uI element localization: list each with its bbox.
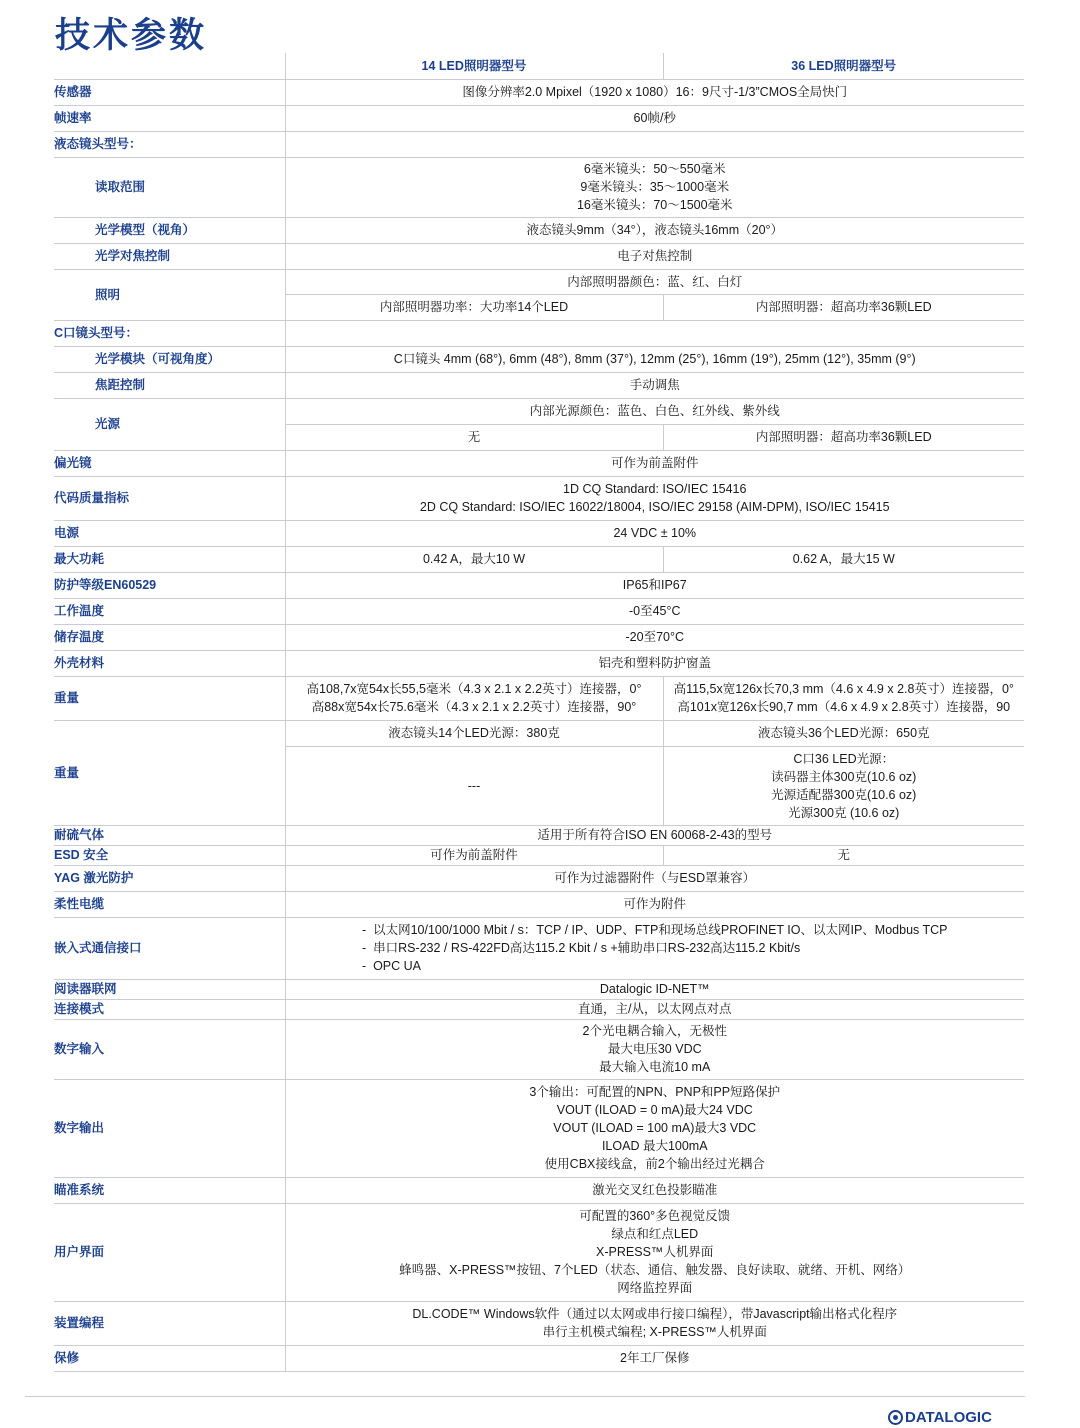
row-weight <box>54 720 1024 746</box>
value-storage-temp: -20至70°C <box>285 624 1024 650</box>
label-digital-input: 数字输入 <box>54 1019 285 1079</box>
esd-36: 无 <box>663 845 1024 865</box>
value-warranty: 2年工厂保修 <box>285 1345 1024 1371</box>
value-reader-network: Datalogic ID-NET™ <box>285 979 1024 999</box>
label-reader-network: 阅读器联网 <box>54 979 285 999</box>
light-source-36: 内部照明器：超高功率36颗LED <box>663 424 1024 450</box>
label-storage-temp: 储存温度 <box>54 624 285 650</box>
read-range-line: 9毫米镜头：35～1000毫米 <box>580 180 730 194</box>
row-user-interface <box>54 1203 1024 1301</box>
lighting-power-14: 内部照明器功率：大功率14个LED <box>285 294 663 320</box>
dimension-line: 高88x宽54x长75.6毫米（4.3 x 2.1 x 2.2英寸）连接器，90° <box>311 700 637 714</box>
esd-14: 可作为前盖附件 <box>285 845 663 865</box>
weight-36-top: 液态镜头36个LED光源：650克 <box>663 720 1024 746</box>
row-interfaces <box>54 917 1024 979</box>
label-focus-control: 焦距控制 <box>54 372 285 398</box>
label-yag: YAG 激光防护 <box>54 865 285 891</box>
label-housing: 外壳材料 <box>54 650 285 676</box>
row-liquid-lens-section <box>54 131 1024 157</box>
row-protection <box>54 572 1024 598</box>
label-read-range: 读取范围 <box>54 157 285 217</box>
section-c-mount-empty <box>285 320 1024 346</box>
footer-divider <box>25 1396 1025 1397</box>
table-header-row <box>54 53 1024 79</box>
label-code-quality: 代码质量指标 <box>54 476 285 520</box>
dimension-line: 高115,5x宽126x长70,3 mm（4.6 x 4.9 x 2.8英寸）连接器，0° <box>673 682 1014 696</box>
row-aiming <box>54 1177 1024 1203</box>
value-digital-output <box>285 1079 1024 1177</box>
weight-line: 光源300克 (10.6 oz) <box>788 805 900 820</box>
weight-36-bottom <box>663 746 1024 825</box>
value-optical-focus: 电子对焦控制 <box>285 243 1024 269</box>
code-quality-line: 1D CQ Standard: ISO/IEC 15416 <box>563 482 747 496</box>
lighting-power-36: 内部照明器：超高功率36颗LED <box>663 294 1024 320</box>
label-lighting: 照明 <box>54 269 285 320</box>
label-aiming: 瞄准系统 <box>54 1177 285 1203</box>
label-optical-model: 光学模型（视角） <box>54 217 285 243</box>
digital-output-line: 3个输出：可配置的NPN、PNP和PP短路保护 <box>529 1085 781 1099</box>
code-quality-line: 2D CQ Standard: ISO/IEC 16022/18004, ISO/IEC 29158 (AIM-DPM), ISO/IEC 15415 <box>419 500 890 514</box>
label-user-interface: 用户界面 <box>54 1203 285 1301</box>
row-digital-output <box>54 1079 1024 1177</box>
digital-output-line: VOUT (ILOAD = 100 mA)最大3 VDC <box>553 1121 757 1135</box>
label-weight: 重量 <box>54 720 285 825</box>
value-polarizer: 可作为前盖附件 <box>285 450 1024 476</box>
max-power-14: 0.42 A，最大10 W <box>285 546 663 572</box>
list-item: - 以太网10/100/1000 Mbit / s：TCP / IP、UDP、FTP和现场总线PROFINET IO、以太网IP、Modbus TCP <box>362 921 948 939</box>
datalogic-logo <box>888 1409 992 1426</box>
light-source-14: 无 <box>285 424 663 450</box>
row-storage-temp <box>54 624 1024 650</box>
user-interface-line: 蜂鸣器、X-PRESS™按钮、7个LED（状态、通信、触发器、良好读取、就绪、开机、网络） <box>399 1263 911 1277</box>
header-empty-cell <box>54 53 285 79</box>
value-optical-model: 液态镜头9mm（34°），液态镜头16mm（20°） <box>285 217 1024 243</box>
value-digital-input <box>285 1019 1024 1079</box>
programming-line: DL.CODE™ Windows软件（通过以太网或串行接口编程），带Javascript输出格式化程序 <box>412 1307 898 1321</box>
logo-mark-icon <box>888 1410 903 1425</box>
label-power: 电源 <box>54 520 285 546</box>
read-range-line: 6毫米镜头：50～550毫米 <box>583 162 726 176</box>
label-optical-module: 光学模块（可视角度） <box>54 346 285 372</box>
value-aiming: 激光交叉红色投影瞄准 <box>285 1177 1024 1203</box>
value-interfaces <box>285 917 1024 979</box>
row-power <box>54 520 1024 546</box>
value-user-interface <box>285 1203 1024 1301</box>
header-14-led: 14 LED照明器型号 <box>285 53 663 79</box>
label-esd: ESD 安全 <box>54 845 285 865</box>
weight-14-bottom: --- <box>285 746 663 825</box>
row-warranty <box>54 1345 1024 1371</box>
value-sulfur: 适用于所有符合ISO EN 60068-2-43的型号 <box>285 825 1024 845</box>
logo-text: DATALOGIC <box>905 1409 992 1426</box>
max-power-36: 0.62 A，最大15 W <box>663 546 1024 572</box>
value-operating-temp: -0至45°C <box>285 598 1024 624</box>
row-c-mount-section <box>54 320 1024 346</box>
label-connection-mode: 连接模式 <box>54 999 285 1019</box>
weight-dimensions-36 <box>663 676 1024 720</box>
digital-input-line: 最大输入电流10 mA <box>599 1060 711 1074</box>
section-c-mount: C口镜头型号： <box>54 320 285 346</box>
row-connection-mode <box>54 999 1024 1019</box>
user-interface-line: 网络监控界面 <box>617 1281 693 1295</box>
label-cable: 柔性电缆 <box>54 891 285 917</box>
dimension-line: 高101x宽126x长90,7 mm（4.6 x 4.9 x 2.8英寸）连接器，90 <box>677 700 1011 714</box>
value-protection: IP65和IP67 <box>285 572 1024 598</box>
row-polarizer <box>54 450 1024 476</box>
value-yag: 可作为过滤器附件（与ESD罩兼容） <box>285 865 1024 891</box>
digital-output-line: VOUT (ILOAD = 0 mA)最大24 VDC <box>556 1103 753 1117</box>
label-operating-temp: 工作温度 <box>54 598 285 624</box>
user-interface-line: 可配置的360°多色视觉反馈 <box>579 1209 731 1223</box>
row-cable <box>54 891 1024 917</box>
digital-output-line: 使用CBX接线盒，前2个输出经过光耦合 <box>544 1157 765 1171</box>
list-item: - OPC UA <box>362 957 948 975</box>
value-frame-rate: 60帧/秒 <box>285 105 1024 131</box>
row-code-quality <box>54 476 1024 520</box>
row-esd <box>54 845 1024 865</box>
weight-line: 光源适配器300克(10.6 oz) <box>771 787 917 802</box>
section-liquid-lens: 液态镜头型号： <box>54 131 285 157</box>
row-read-range <box>54 157 1024 217</box>
row-frame-rate <box>54 105 1024 131</box>
row-optical-module <box>54 346 1024 372</box>
digital-output-line: ILOAD 最大100mA <box>601 1139 708 1153</box>
value-optical-module: C口镜头 4mm (68°), 6mm (48°), 8mm (37°), 12mm (25°), 16mm (19°), 25mm (12°), 35mm (9°) <box>285 346 1024 372</box>
label-weight-dimensions: 重量 <box>54 676 285 720</box>
row-focus-control <box>54 372 1024 398</box>
row-programming <box>54 1301 1024 1345</box>
section-liquid-lens-empty <box>285 131 1024 157</box>
row-sensor <box>54 79 1024 105</box>
row-max-power <box>54 546 1024 572</box>
row-reader-network <box>54 979 1024 999</box>
row-optical-focus <box>54 243 1024 269</box>
programming-line: 串行主机模式编程; X-PRESS™人机界面 <box>542 1325 767 1339</box>
list-item: - 串口RS-232 / RS-422FD高达115.2 Kbit / s +辅助串口RS-232高达115.2 Kbit/s <box>362 939 948 957</box>
label-polarizer: 偏光镜 <box>54 450 285 476</box>
user-interface-line: 绿点和红点LED <box>611 1227 699 1241</box>
value-connection-mode: 直通，主/从，以太网点对点 <box>285 999 1024 1019</box>
weight-dimensions-14 <box>285 676 663 720</box>
digital-input-line: 2个光电耦合输入，无极性 <box>582 1024 727 1038</box>
row-light-source <box>54 398 1024 424</box>
value-power: 24 VDC ± 10% <box>285 520 1024 546</box>
value-cable: 可作为附件 <box>285 891 1024 917</box>
row-housing <box>54 650 1024 676</box>
value-light-source: 内部光源颜色：蓝色、白色、红外线、紫外线 <box>285 398 1024 424</box>
row-yag <box>54 865 1024 891</box>
row-operating-temp <box>54 598 1024 624</box>
page-title: 技术参数 <box>55 16 208 55</box>
value-focus-control: 手动调焦 <box>285 372 1024 398</box>
label-warranty: 保修 <box>54 1345 285 1371</box>
value-lighting: 内部照明器颜色：蓝、红、白灯 <box>285 269 1024 294</box>
row-lighting <box>54 269 1024 294</box>
label-sensor: 传感器 <box>54 79 285 105</box>
value-sensor: 图像分辨率2.0 Mpixel（1920 x 1080）16：9尺寸-1/3”CMOS全局快门 <box>285 79 1024 105</box>
row-optical-model <box>54 217 1024 243</box>
value-read-range <box>285 157 1024 217</box>
spec-table <box>54 53 1024 1372</box>
read-range-line: 16毫米镜头：70～1500毫米 <box>576 198 733 212</box>
interfaces-list <box>362 921 948 975</box>
header-36-led: 36 LED照明器型号 <box>663 53 1024 79</box>
value-programming <box>285 1301 1024 1345</box>
label-frame-rate: 帧速率 <box>54 105 285 131</box>
label-interfaces: 嵌入式通信接口 <box>54 917 285 979</box>
label-programming: 装置编程 <box>54 1301 285 1345</box>
weight-line: C口36 LED光源： <box>793 751 895 766</box>
row-digital-input <box>54 1019 1024 1079</box>
label-protection: 防护等级EN60529 <box>54 572 285 598</box>
weight-line: 读码器主体300克(10.6 oz) <box>771 769 917 784</box>
label-light-source: 光源 <box>54 398 285 450</box>
label-digital-output: 数字输出 <box>54 1079 285 1177</box>
label-optical-focus: 光学对焦控制 <box>54 243 285 269</box>
weight-14-top: 液态镜头14个LED光源：380克 <box>285 720 663 746</box>
dimension-line: 高108,7x宽54x长55,5毫米（4.3 x 2.1 x 2.2英寸）连接器，0° <box>306 682 642 696</box>
value-code-quality <box>285 476 1024 520</box>
row-sulfur <box>54 825 1024 845</box>
label-sulfur: 耐硫气体 <box>54 825 285 845</box>
row-weight-dimensions <box>54 676 1024 720</box>
user-interface-line: X-PRESS™人机界面 <box>596 1245 714 1259</box>
label-max-power: 最大功耗 <box>54 546 285 572</box>
digital-input-line: 最大电压30 VDC <box>607 1042 702 1056</box>
value-housing: 铝壳和塑料防护窗盖 <box>285 650 1024 676</box>
